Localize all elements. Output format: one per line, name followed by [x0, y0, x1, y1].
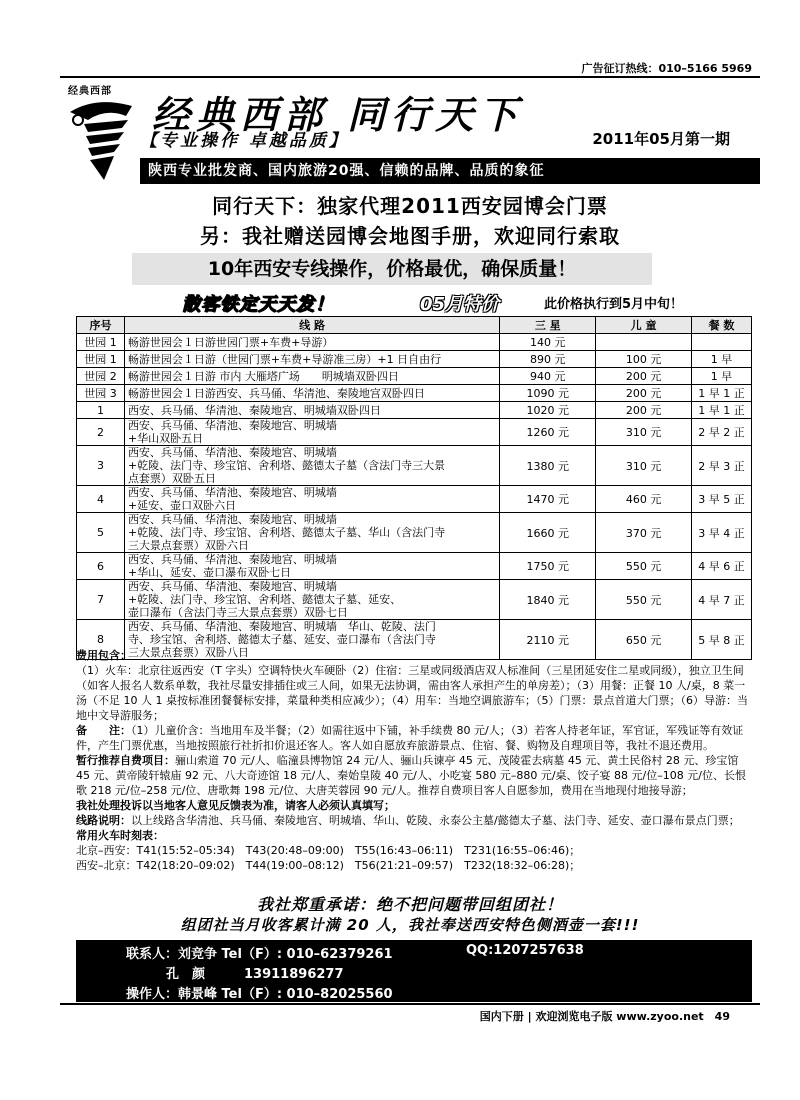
route-line: 三大景点套票）双卧八日	[127, 646, 249, 659]
optional-items	[76, 753, 752, 798]
col-route: 线 路	[124, 317, 499, 334]
page	[60, 0, 760, 1100]
issue-date: 2011年05月第一期	[592, 130, 730, 148]
cell-seq: 世园 1	[77, 334, 125, 351]
route-price-table	[76, 316, 752, 660]
col-meals: 餐 数	[692, 317, 752, 334]
promo-row	[60, 290, 760, 314]
route-line: +延安、壶口双卧六日	[127, 499, 237, 512]
page-title: 经典西部 同行天下	[152, 92, 524, 137]
table-header-row	[77, 317, 752, 334]
cell-child: 310 元	[596, 446, 692, 486]
fee-label: 费用包含：	[76, 649, 131, 662]
route-line: 畅游世园会１日游西安、兵马俑、华清池、秦陵地宫双卧四日	[127, 386, 425, 400]
cell-meals: 4 早 7 正	[692, 580, 752, 620]
cell-child: 460 元	[596, 486, 692, 513]
cell-route	[124, 402, 499, 419]
route-line: +华山、延安、壶口瀑布双卧七日	[127, 566, 292, 579]
cell-seq: 8	[77, 620, 125, 660]
contact-han: 操作人：韩景峰 Tel（F）: 010–82025560	[126, 987, 393, 1002]
cell-child: 100 元	[596, 351, 692, 368]
logo-text: 经典西部	[68, 86, 112, 97]
cell-child: 310 元	[596, 419, 692, 446]
slogan: 【专业操作 卓越品质】	[140, 131, 349, 151]
cell-meals: 4 早 6 正	[692, 553, 752, 580]
cell-meals: 1 早	[692, 351, 752, 368]
contact-liu: 联系人：刘竞争 Tel（F）: 010–62379261	[126, 947, 393, 962]
cell-three-star: 140 元	[500, 334, 596, 351]
col-seq: 序号	[77, 317, 125, 334]
fee-includes	[76, 648, 752, 723]
contact-qq: QQ:1207257638	[466, 943, 584, 958]
cell-route	[124, 513, 499, 553]
cell-meals: 5 早 8 正	[692, 620, 752, 660]
cell-seq: 5	[77, 513, 125, 553]
table-row	[77, 419, 752, 446]
cell-route	[124, 385, 499, 402]
commitment-line2: 组团社当月收客累计满 20 人，我社奉送西安特色侧酒壶一套!!!	[180, 916, 640, 934]
promo-validity: 此价格执行到5月中旬！	[544, 297, 684, 312]
cell-meals: 3 早 5 正	[692, 486, 752, 513]
train-line-xian-beijing: 西安–北京：T42(18:20–09:02) T44(19:00–08:12) T56(21:21–09:57) T232(18:32–06:28)；	[76, 859, 581, 872]
table-row	[77, 553, 752, 580]
cell-three-star: 2110 元	[500, 620, 596, 660]
cell-seq: 2	[77, 419, 125, 446]
route-line: 西安、兵马俑、华清池、秦陵地宫、明城墙	[127, 513, 337, 526]
promo-daily-departure: 散客铁定天天发！	[182, 294, 334, 315]
cell-seq: 4	[77, 486, 125, 513]
remark-label: 备 注：	[76, 724, 131, 737]
cell-three-star: 1260 元	[500, 419, 596, 446]
commitment-line1: 我社郑重承诺：绝不把问题带回组团社！	[256, 895, 563, 914]
train-label: 常用火车时刻表：	[76, 829, 164, 842]
notes-section	[76, 648, 752, 873]
cell-child: 370 元	[596, 513, 692, 553]
cell-route	[124, 334, 499, 351]
table-row	[77, 580, 752, 620]
cell-route	[124, 580, 499, 620]
cell-route	[124, 486, 499, 513]
cell-route	[124, 419, 499, 446]
table-row	[77, 486, 752, 513]
route-text: 以上线路含华清池、兵马俑、秦陵地宫、明城墙、华山、乾陵、永泰公主墓/懿德太子墓、法门寺、延安、壶口瀑布景点门票；	[131, 814, 740, 827]
table-row	[77, 368, 752, 385]
cell-three-star: 890 元	[500, 351, 596, 368]
train-line-beijing-xian: 北京–西安：T41(15:52–05:34) T43(20:48–09:00) T55(16:43–06:11) T231(16:55–06:46)；	[76, 844, 581, 857]
route-line: 西安、兵马俑、华清池、秦陵地宫、明城墙	[127, 486, 337, 499]
cell-child: 650 元	[596, 620, 692, 660]
page-footer: 国内下册 | 欢迎浏览电子版 www.zyoo.net 49	[479, 1010, 730, 1023]
route-line: 寺、珍宝馆、舍利塔、懿德太子墓、延安、壶口瀑布（含法门寺	[127, 633, 436, 646]
cell-three-star: 1380 元	[500, 446, 596, 486]
cell-meals: 1 早 1 正	[692, 385, 752, 402]
cell-three-star: 940 元	[500, 368, 596, 385]
route-line: +乾陵、法门寺、珍宝馆、舍利塔、懿德太子墓、延安、	[127, 593, 402, 606]
route-line: +华山双卧五日	[127, 432, 204, 445]
route-line: 西安、兵马俑、华清池、秦陵地宫、明城墙	[127, 553, 337, 566]
cell-child: 200 元	[596, 368, 692, 385]
cell-meals: 2 早 3 正	[692, 446, 752, 486]
route-line: 西安、兵马俑、华清池、秦陵地宫、明城墙	[127, 580, 337, 593]
cell-meals: 2 早 2 正	[692, 419, 752, 446]
headline-map-gift: 另：我社赠送园博会地图手册，欢迎同行索取	[200, 224, 620, 248]
cell-seq: 6	[77, 553, 125, 580]
table-row	[77, 402, 752, 419]
logo	[66, 82, 136, 180]
cell-meals	[692, 334, 752, 351]
col-child: 儿 童	[596, 317, 692, 334]
cell-three-star: 1750 元	[500, 553, 596, 580]
contact-box	[76, 940, 752, 1002]
cell-seq: 3	[77, 446, 125, 486]
headline-ten-years: 10年西安专线操作，价格最优，确保质量！	[132, 253, 652, 285]
cell-three-star: 1660 元	[500, 513, 596, 553]
cell-route	[124, 368, 499, 385]
route-line: 点套票）双卧五日	[127, 472, 216, 485]
cell-meals: 3 早 4 正	[692, 513, 752, 553]
bottom-rule	[60, 1003, 760, 1005]
cell-seq: 7	[77, 580, 125, 620]
ad-hotline: 广告征订热线：010–5166 5969	[581, 62, 752, 75]
contact-kong: 孔 颜 13911896277	[166, 967, 344, 982]
route-notes	[76, 813, 752, 828]
cell-three-star: 1090 元	[500, 385, 596, 402]
cell-route	[124, 446, 499, 486]
route-line: 西安、兵马俑、华清池、秦陵地宫、明城墙 华山、乾陵、法门	[127, 620, 436, 633]
table-row	[77, 351, 752, 368]
route-line: 壶口瀑布（含法门寺三大景点套票）双卧七日	[127, 606, 348, 619]
table-row	[77, 446, 752, 486]
top-rule	[60, 76, 760, 78]
cell-seq: 世园 3	[77, 385, 125, 402]
tagline-bar: 陕西专业批发商、国内旅游20强、信赖的品牌、品质的象征	[140, 158, 760, 184]
table-body	[77, 334, 752, 660]
cell-meals: 1 早 1 正	[692, 402, 752, 419]
cell-meals: 1 早	[692, 368, 752, 385]
cell-child	[596, 334, 692, 351]
eagle-flag-icon	[66, 94, 136, 184]
route-line: +乾陵、法门寺、珍宝馆、舍利塔、懿德太子墓（含法门寺三大景	[127, 459, 446, 472]
cell-child: 200 元	[596, 402, 692, 419]
cell-child: 550 元	[596, 580, 692, 620]
route-line: +乾陵、法门寺、珍宝馆、舍利塔、懿德太子墓、华山（含法门寺	[127, 526, 446, 539]
table-row	[77, 334, 752, 351]
cell-route	[124, 351, 499, 368]
cell-route	[124, 553, 499, 580]
route-line: 西安、兵马俑、华清池、秦陵地宫、明城墙双卧四日	[127, 403, 381, 417]
route-line: 三大景点套票）双卧六日	[127, 539, 249, 552]
col-three-star: 三 星	[500, 317, 596, 334]
route-label: 线路说明：	[76, 814, 131, 827]
promo-may-special: 05月特价	[420, 294, 500, 315]
route-line: 畅游世园会１日游世园门票+车费+导游）	[127, 335, 334, 349]
remarks	[76, 723, 752, 753]
headline-expo-tickets: 同行天下：独家代理2011西安园博会门票	[212, 194, 608, 218]
remark-text: （1）儿童价含：当地用车及半餐；（2）如需往返中下铺，补手续费 80 元/人；（3）若客人持老年证，军官证，军残证等有效证件，产生门票优惠，当地按照旅行社折扣价退还客人。客人如自愿放弃旅游景点、住宿、餐、购物及自理项目等，我社不退还费用。	[76, 724, 744, 752]
cell-seq: 世园 1	[77, 351, 125, 368]
optional-label: 暂行推荐自费项目：	[76, 754, 175, 767]
cell-child: 550 元	[596, 553, 692, 580]
cell-three-star: 1470 元	[500, 486, 596, 513]
cell-three-star: 1840 元	[500, 580, 596, 620]
cell-three-star: 1020 元	[500, 402, 596, 419]
route-line: 畅游世园会１日游（世园门票+车费+导游准三房）+1 日自由行	[127, 352, 442, 366]
table-row	[77, 513, 752, 553]
route-line: 西安、兵马俑、华清池、秦陵地宫、明城墙	[127, 446, 337, 459]
cell-seq: 1	[77, 402, 125, 419]
optional-text: 骊山索道 70 元/人、临潼县博物馆 24 元/人、骊山兵谏亭 45 元、茂陵霍去病墓 45 元、黄土民俗村 28 元、珍宝馆 45 元、黄帝陵轩辕庙 92 元、八大奇迹馆 18 元/人、秦始皇陵 40 元/人、小吃宴 580 元–880 元/桌、饺子宴 88 元/位–108 元/位、长恨歌 218 元/位–258 元/位、唐歌舞 198 元/位、大唐芙蓉园 90 元/人。推荐自费项目客人自愿参加，费用在当地现付地接导游；	[76, 754, 746, 797]
cell-child: 200 元	[596, 385, 692, 402]
cell-seq: 世园 2	[77, 368, 125, 385]
fee-text: （1）火车：北京往返西安（T 字头）空调特快火车硬卧（2）住宿：三星或同级酒店双人标准间（三星团延安住二星或同级），独立卫生间（如客人报名人数系单数，我社尽量安排插住或三人间，如果无法协调，需由客人承担产生的单房差）；（3）用餐：正餐 10 人/桌，8 菜一汤（不足 10 人 1 桌按标准团餐餐标安排，菜量种类相应减少）；（4）用车：当地空调旅游车；（5）门票：景点首道大门票；（6）导游：当地中文导游服务；	[76, 664, 748, 722]
route-line: 西安、兵马俑、华清池、秦陵地宫、明城墙	[127, 419, 337, 432]
route-line: 畅游世园会１日游 市内 大雁塔广场 明城墙双卧四日	[127, 369, 399, 383]
complaint-note: 我社处理投诉以当地客人意见反馈表为准，请客人必须认真填写；	[76, 799, 395, 812]
table-row	[77, 385, 752, 402]
